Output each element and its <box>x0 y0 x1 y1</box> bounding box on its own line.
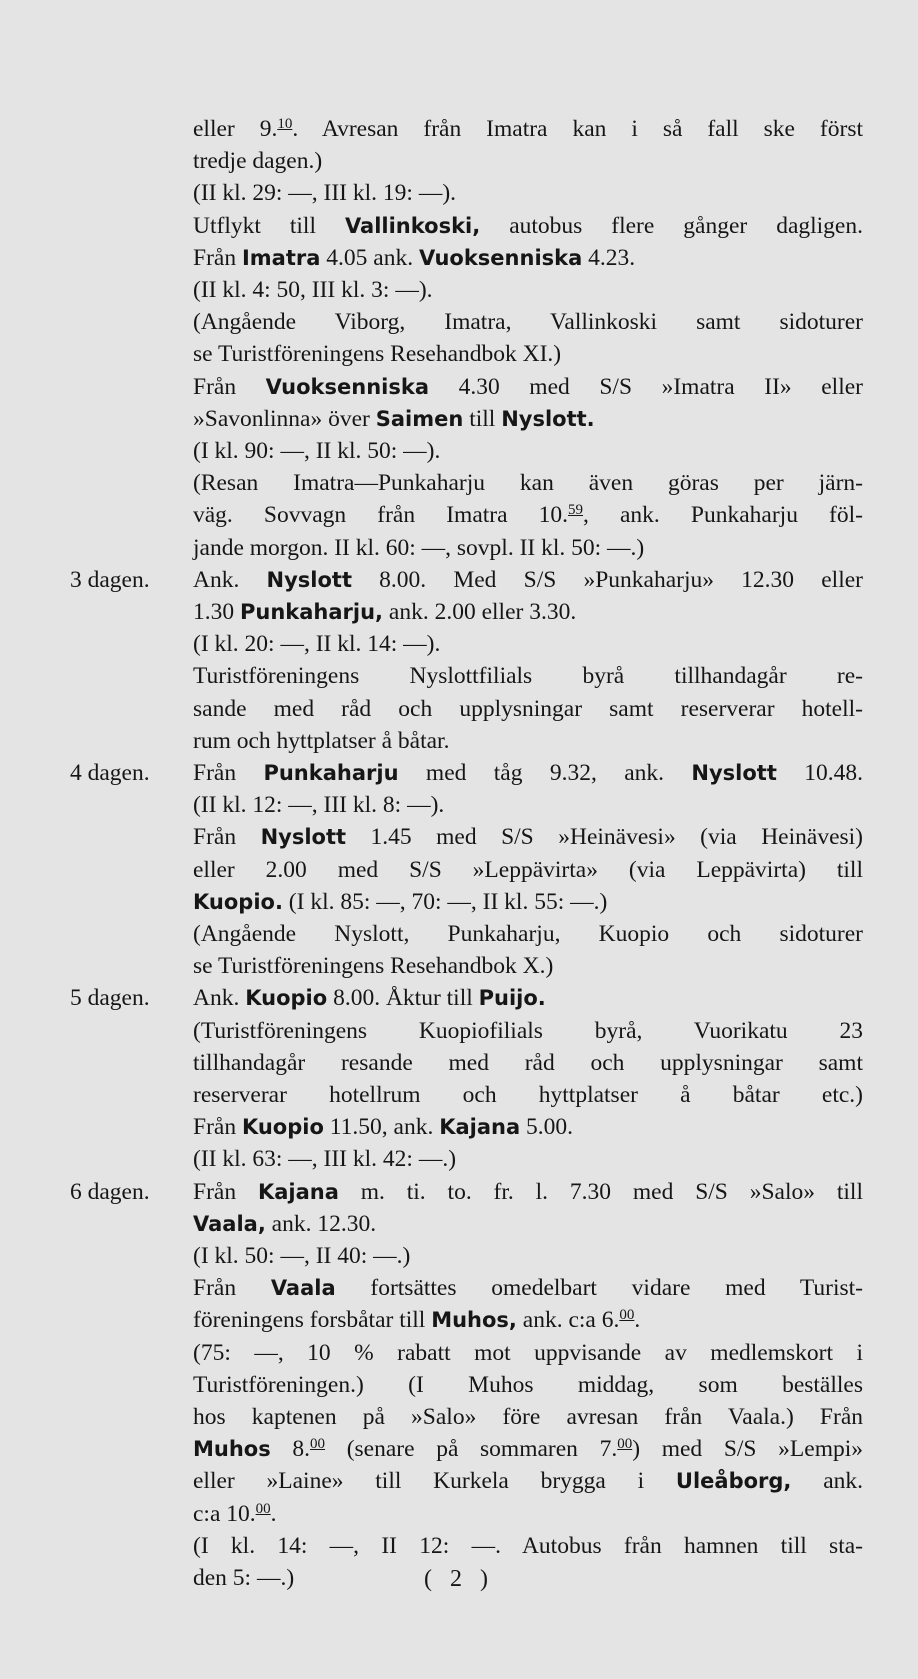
text-segment: c:a 10. <box>193 1501 256 1527</box>
line-text <box>193 467 863 499</box>
place-name: Nyslott <box>691 761 777 785</box>
text-segment: (II kl. 12: —, III kl. 8: —). <box>193 792 445 818</box>
superscript-minutes: 00 <box>255 1501 271 1517</box>
text-segment: Från <box>193 245 242 271</box>
line-text <box>193 1208 376 1240</box>
text-line <box>0 950 918 982</box>
line-text <box>193 1465 863 1497</box>
line-text <box>193 789 444 821</box>
line-text <box>193 725 449 757</box>
line-text <box>193 306 863 338</box>
text-segment: (Angående Viborg, Imatra, Vallinkoski samt sidoturer <box>193 309 863 335</box>
place-name: Vuoksenniska <box>418 246 583 270</box>
text-segment: reserverar hotellrum och hyttplatser å båtar etc.) <box>193 1082 863 1108</box>
place-name: Muhos, <box>431 1308 517 1332</box>
text-segment: Från <box>193 374 266 400</box>
text-line <box>0 982 918 1014</box>
text-segment: 4.05 ank. <box>320 245 419 271</box>
day-label: 3 dagen. <box>70 567 150 593</box>
line-text <box>193 1337 863 1369</box>
text-line <box>0 725 918 757</box>
line-text <box>193 950 553 982</box>
text-segment: (Resan Imatra—Punkaharju kan även göras per järn- <box>193 470 863 496</box>
place-name: Vaala, <box>193 1212 266 1236</box>
text-line <box>0 1337 918 1369</box>
text-line <box>0 1143 918 1175</box>
place-name: Nyslott <box>266 568 352 592</box>
text-segment: autobus flere gånger dagligen. <box>480 213 863 239</box>
text-segment: jande morgon. II kl. 60: —, sovpl. II kl. 50: —.) <box>193 535 645 561</box>
text-line <box>0 1530 918 1562</box>
line-text <box>193 1401 863 1433</box>
text-line <box>0 177 918 209</box>
line-text <box>193 435 440 467</box>
line-text <box>193 1176 863 1208</box>
text-segment: föreningens forsbåtar till <box>193 1307 432 1333</box>
text-segment: 4.30 med S/S »Imatra II» eller <box>429 374 863 400</box>
text-segment: ank. c:a 6. <box>516 1307 620 1333</box>
text-segment: ank. 12.30. <box>265 1211 377 1237</box>
text-segment: 4.23. <box>582 245 636 271</box>
text-line <box>0 596 918 628</box>
page-number: ( 2 ) <box>424 1566 494 1592</box>
line-text <box>193 1111 573 1143</box>
text-segment: 11.50, ank. <box>323 1114 440 1140</box>
text-line <box>0 789 918 821</box>
line-text <box>193 499 863 531</box>
text-segment: »Savonlinna» över <box>193 406 376 432</box>
superscript-minutes: 00 <box>619 1307 635 1323</box>
place-name: Imatra <box>241 246 321 270</box>
line-text <box>193 693 863 725</box>
text-segment: m. ti. to. fr. l. 7.30 med S/S »Salo» till <box>338 1179 863 1205</box>
line-text <box>193 1304 640 1336</box>
text-line <box>0 1015 918 1047</box>
line-text <box>193 1079 863 1111</box>
text-segment: fortsättes omedelbart vidare med Turist- <box>335 1275 864 1301</box>
text-segment: (I kl. 14: —, II 12: —. Autobus från hamnen till sta- <box>193 1533 863 1559</box>
text-line <box>0 274 918 306</box>
text-segment: tredje dagen.) <box>193 148 323 174</box>
text-segment: Från <box>193 824 261 850</box>
text-line <box>0 1272 918 1304</box>
place-name: Uleåborg, <box>675 1469 792 1493</box>
place-name: Kajana <box>257 1180 339 1204</box>
line-text <box>193 177 456 209</box>
text-line <box>0 532 918 564</box>
text-line <box>0 1498 918 1530</box>
text-line <box>0 1079 918 1111</box>
line-text <box>193 918 863 950</box>
text-segment: Ank. <box>193 985 246 1011</box>
text-segment: 5.00. <box>520 1114 574 1140</box>
day-label: 4 dagen. <box>70 760 150 786</box>
text-line <box>0 854 918 886</box>
place-name: Nyslott. <box>501 407 595 431</box>
text-line <box>0 1047 918 1079</box>
text-segment: ank. 2.00 eller 3.30. <box>383 599 577 625</box>
text-segment: se Turistföreningens Resehandbok X.) <box>193 953 554 979</box>
text-segment: Från <box>193 1114 242 1140</box>
text-line <box>0 145 918 177</box>
text-segment: se Turistföreningens Resehandbok XI.) <box>193 341 562 367</box>
text-line <box>0 1369 918 1401</box>
text-line <box>0 467 918 499</box>
superscript-minutes: 00 <box>617 1436 633 1452</box>
line-text <box>193 113 863 145</box>
text-line <box>0 660 918 692</box>
line-text <box>193 338 561 370</box>
text-line <box>0 499 918 531</box>
place-name: Puijo. <box>478 986 546 1010</box>
text-segment: (Angående Nyslott, Punkaharju, Kuopio och sidoturer <box>193 921 863 947</box>
text-segment: rum och hyttplatser å båtar. <box>193 728 450 754</box>
line-text <box>193 1015 863 1047</box>
superscript-minutes: 00 <box>310 1436 326 1452</box>
text-segment: (I kl. 50: —, II 40: —.) <box>193 1243 411 1269</box>
text-line <box>0 371 918 403</box>
place-name: Kajana <box>439 1115 521 1139</box>
text-line <box>0 1433 918 1465</box>
text-line <box>0 1401 918 1433</box>
text-segment: eller 2.00 med S/S »Leppävirta» (via Leppävirta) till <box>193 857 863 883</box>
text-segment: 8.00. Med S/S »Punkaharju» 12.30 eller <box>352 567 863 593</box>
text-segment: 10.48. <box>776 760 864 786</box>
line-text <box>193 564 863 596</box>
line-text <box>193 242 635 274</box>
text-line <box>0 1240 918 1272</box>
place-name: Muhos <box>193 1437 271 1461</box>
text-line <box>0 242 918 274</box>
line-text <box>193 1369 863 1401</box>
text-line <box>0 1304 918 1336</box>
line-text <box>193 1240 410 1272</box>
text-line <box>0 821 918 853</box>
text-segment: med tåg 9.32, ank. <box>398 760 692 786</box>
line-text <box>193 1498 277 1530</box>
text-segment: tillhandagår resande med råd och upplysningar samt <box>193 1050 863 1076</box>
text-segment: . <box>634 1307 641 1333</box>
line-text <box>193 1530 863 1562</box>
place-name: Vaala <box>270 1276 336 1300</box>
place-name: Vuoksenniska <box>265 375 429 399</box>
line-text <box>193 1272 863 1304</box>
line-text <box>193 371 863 403</box>
text-line <box>0 693 918 725</box>
place-name: Kuopio <box>241 1115 324 1139</box>
place-name: Vallinkoski, <box>344 214 481 238</box>
text-segment: (I kl. 85: —, 70: —, II kl. 55: —.) <box>282 889 608 915</box>
line-text <box>193 210 863 242</box>
text-segment: ank. <box>791 1468 863 1494</box>
place-name: Nyslott <box>260 825 347 849</box>
text-segment: Utflykt till <box>193 213 345 239</box>
line-text <box>193 596 576 628</box>
line-text <box>193 628 440 660</box>
text-segment: Turistföreningen.) (I Muhos middag, som beställes <box>193 1372 863 1398</box>
line-text <box>193 274 433 306</box>
text-segment: ) med S/S »Lempi» <box>632 1436 864 1462</box>
text-line <box>0 403 918 435</box>
place-name: Punkaharju, <box>240 600 384 624</box>
line-text <box>193 1143 456 1175</box>
text-segment: Från <box>193 760 264 786</box>
line-text <box>193 821 863 853</box>
text-segment: Från <box>193 1179 258 1205</box>
text-segment: väg. Sovvagn från Imatra 10. <box>193 502 569 528</box>
text-segment: (Turistföreningens Kuopiofilials byrå, Vuorikatu 23 <box>193 1018 863 1044</box>
text-segment: Från <box>193 1275 271 1301</box>
text-segment: 8. <box>270 1436 311 1462</box>
text-segment: (75: —, 10 % rabatt mot uppvisande av medlemskort i <box>193 1340 863 1366</box>
text-segment: Ank. <box>193 567 267 593</box>
text-segment: sande med råd och upplysningar samt reserverar hotell- <box>193 696 863 722</box>
line-text <box>193 886 607 918</box>
superscript-minutes: 59 <box>568 502 584 518</box>
text-line <box>0 757 918 789</box>
text-segment: (II kl. 29: —, III kl. 19: —). <box>193 180 457 206</box>
text-line <box>0 886 918 918</box>
place-name: Punkaharju <box>263 761 399 785</box>
text-segment: eller 9. <box>193 116 278 142</box>
place-name: Kuopio <box>245 986 328 1010</box>
text-line <box>0 1111 918 1143</box>
line-text <box>193 757 863 789</box>
text-segment: (senare på sommaren 7. <box>325 1436 618 1462</box>
text-segment: . <box>270 1501 277 1527</box>
line-text <box>193 1433 863 1465</box>
line-text <box>193 854 863 886</box>
text-segment: 1.30 <box>193 599 240 625</box>
line-text <box>193 403 595 435</box>
place-name: Saimen <box>375 407 464 431</box>
place-name: Kuopio. <box>193 890 283 914</box>
day-label: 6 dagen. <box>70 1179 150 1205</box>
line-text <box>193 982 546 1014</box>
line-text <box>193 145 322 177</box>
line-text <box>193 660 863 692</box>
text-line <box>0 435 918 467</box>
text-line <box>0 1208 918 1240</box>
superscript-minutes: 10 <box>277 116 293 132</box>
text-segment: (II kl. 4: 50, III kl. 3: —). <box>193 277 433 303</box>
text-segment: eller »Laine» till Kurkela brygga i <box>193 1468 676 1494</box>
text-line <box>0 306 918 338</box>
text-line <box>0 338 918 370</box>
text-segment: (I kl. 20: —, II kl. 14: —). <box>193 631 441 657</box>
text-segment: den 5: —.) <box>193 1565 295 1591</box>
text-segment: 1.45 med S/S »Heinävesi» (via Heinävesi) <box>346 824 863 850</box>
text-segment: till <box>463 406 502 432</box>
text-line <box>0 628 918 660</box>
text-segment: hos kaptenen på »Salo» före avresan från Vaala.) Från <box>193 1404 863 1430</box>
text-line <box>0 210 918 242</box>
text-segment: Turistföreningens Nyslottfilials byrå tillhandagår re- <box>193 663 863 689</box>
text-line <box>0 918 918 950</box>
text-line <box>0 113 918 145</box>
text-segment: , ank. Punkaharju föl- <box>583 502 863 528</box>
text-segment: 8.00. Åktur till <box>327 985 479 1011</box>
text-line <box>0 564 918 596</box>
text-segment: . Avresan från Imatra kan i så fall ske först <box>292 116 863 142</box>
text-segment: (I kl. 90: —, II kl. 50: —). <box>193 438 441 464</box>
text-segment: (II kl. 63: —, III kl. 42: —.) <box>193 1146 457 1172</box>
day-label: 5 dagen. <box>70 985 150 1011</box>
text-line <box>0 1465 918 1497</box>
line-text <box>193 532 644 564</box>
text-line <box>0 1176 918 1208</box>
line-text <box>193 1047 863 1079</box>
